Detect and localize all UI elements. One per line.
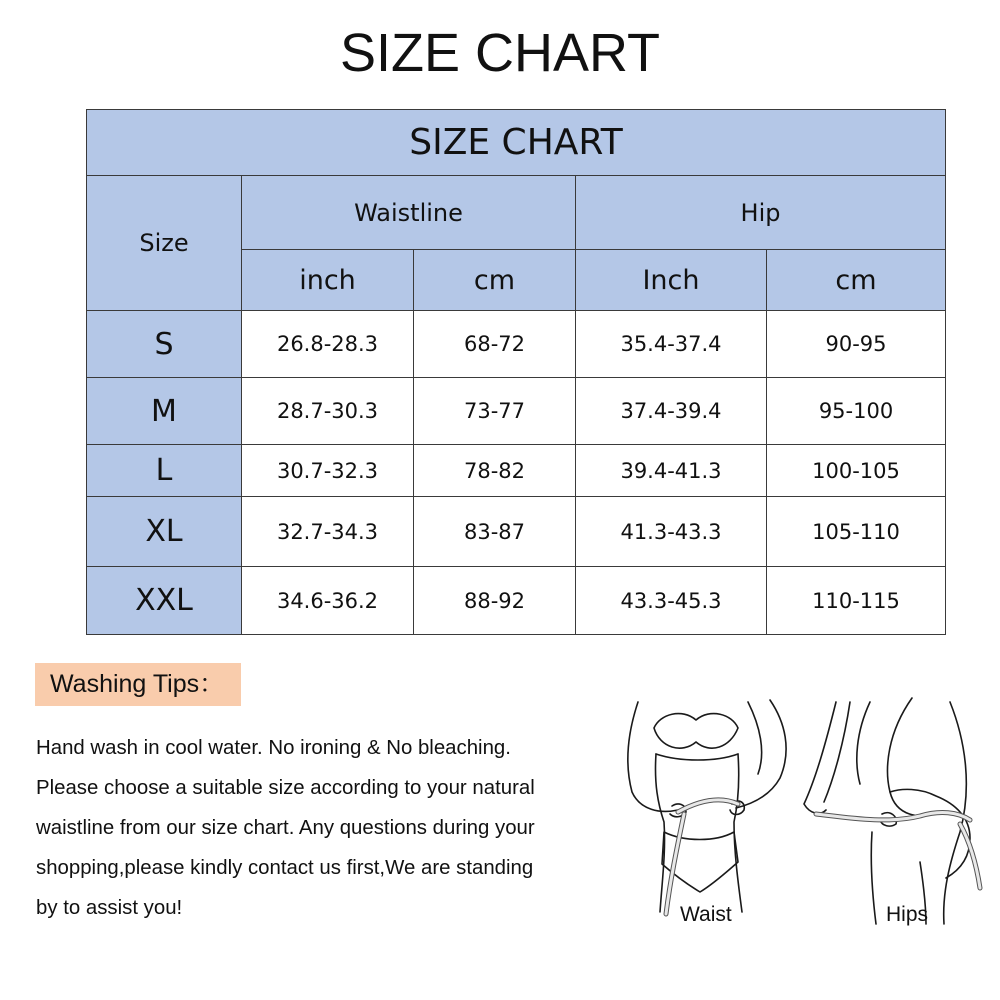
size-label: M [87, 378, 242, 445]
table-cell: 39.4-41.3 [576, 445, 767, 497]
unit-header: inch [242, 250, 414, 311]
table-row [87, 445, 946, 497]
tips-line: shopping,please kindly contact us first,We are standing [36, 857, 534, 879]
table-cell: 95-100 [767, 378, 946, 445]
table-cell: 100-105 [767, 445, 946, 497]
hips-label: Hips [886, 903, 929, 926]
size-label: S [87, 311, 242, 378]
table-cell: 73-77 [414, 378, 576, 445]
washing-tips-label: Washing Tips： [35, 663, 241, 706]
table-cell: 30.7-32.3 [242, 445, 414, 497]
tips-line: Please choose a suitable size according to your natural [36, 777, 535, 799]
table-cell: 34.6-36.2 [242, 567, 414, 635]
washing-tips-text [36, 728, 606, 928]
table-cell: 88-92 [414, 567, 576, 635]
table-cell: 28.7-30.3 [242, 378, 414, 445]
table-row [87, 378, 946, 445]
table-cell: 68-72 [414, 311, 576, 378]
table-cell: 26.8-28.3 [242, 311, 414, 378]
table-cell: 37.4-39.4 [576, 378, 767, 445]
size-label: XL [87, 497, 242, 567]
table-row [87, 567, 946, 635]
unit-header: cm [414, 250, 576, 311]
size-label: L [87, 445, 242, 497]
page-title: SIZE CHART [339, 23, 661, 83]
waist-figure-icon [628, 700, 786, 914]
measurement-illustration [620, 692, 1000, 942]
waist-label: Waist [680, 903, 732, 926]
table-row [87, 497, 946, 567]
unit-header: Inch [576, 250, 767, 311]
size-header: Size [87, 176, 242, 311]
hips-figure-icon [804, 698, 980, 924]
size-chart-table [86, 109, 946, 635]
table-title: SIZE CHART [87, 110, 946, 176]
tips-line: by to assist you! [36, 897, 183, 919]
table-cell: 78-82 [414, 445, 576, 497]
waistline-header: Waistline [242, 176, 576, 250]
table-cell: 41.3-43.3 [576, 497, 767, 567]
table-cell: 110-115 [767, 567, 946, 635]
tips-line: waistline from our size chart. Any questions during your [36, 817, 535, 839]
tips-line: Hand wash in cool water. No ironing & No bleaching. [36, 737, 511, 759]
hip-header: Hip [576, 176, 946, 250]
table-cell: 35.4-37.4 [576, 311, 767, 378]
size-label: XXL [87, 567, 242, 635]
table-row [87, 311, 946, 378]
unit-header: cm [767, 250, 946, 311]
table-cell: 32.7-34.3 [242, 497, 414, 567]
table-cell: 105-110 [767, 497, 946, 567]
table-cell: 83-87 [414, 497, 576, 567]
table-cell: 43.3-45.3 [576, 567, 767, 635]
table-cell: 90-95 [767, 311, 946, 378]
